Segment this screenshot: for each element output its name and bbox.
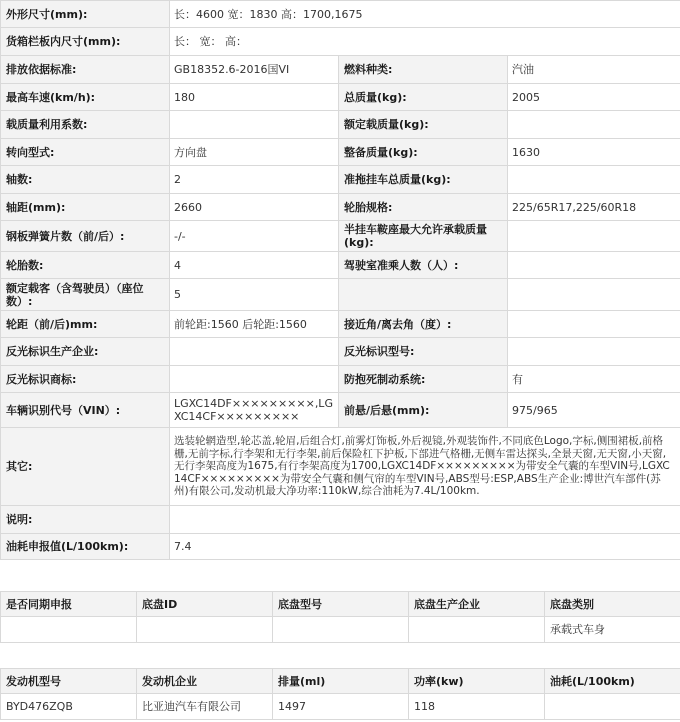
label-trailer-mass: 准拖挂车总质量(kg): <box>339 166 508 194</box>
value-tire-spec: 225/65R17,225/60R18 <box>508 194 680 221</box>
label-wheelbase: 轴距(mm): <box>1 194 170 221</box>
value-trailer-mass <box>508 166 680 194</box>
spec-row-notes <box>1 506 680 534</box>
engine-table <box>0 668 680 720</box>
label-tire-spec: 轮胎规格: <box>339 194 508 221</box>
label-saddle-load: 半挂车鞍座最大允许承载质量(kg): <box>339 221 508 252</box>
value-other: 选装轮辋造型,轮芯盖,轮眉,后组合灯,前雾灯饰板,外后视镜,外观装饰件,不同底色Logo,字标,侧围裙板,前格栅,无前字标,行李架和无行李架,前后保险杠下护板,下部进气格栅,无侧车雷达探头,全景天窗,无天窗,小天窗,无行李架高度为1675,有行李架高度为1700,LGXC14DF×××××××××为带安全气囊的车型VIN号,LGXC14CF×××××××××为带安全气囊和侧气帘的车型VIN号,ABS型号:ESP,ABS生产企业:博世汽车部件(苏州)有限公司,发动机最大净功率:110kW,综合油耗为7.4L/100km. <box>170 428 680 506</box>
value-saddle-load <box>508 221 680 252</box>
label-reflector-model: 反光标识型号: <box>339 338 508 366</box>
value-fuel-type: 汽油 <box>508 56 680 84</box>
engine-header-row <box>1 669 680 694</box>
spec-row-fuel-consumption <box>1 534 680 560</box>
label-dimensions: 外形尺寸(mm): <box>1 1 170 28</box>
value-vin: LGXC14DF×××××××××,LGXC14CF××××××××× <box>170 393 339 428</box>
spec-row-steering-curb <box>1 139 680 166</box>
label-axle-count: 轴数: <box>1 166 170 194</box>
label-reflector-brand: 反光标识商标: <box>1 366 170 393</box>
label-cargo-box: 货箱栏板内尺寸(mm): <box>1 28 170 56</box>
value-rated-passengers: 5 <box>170 279 339 311</box>
table-row <box>1 617 680 643</box>
value-reflector-brand <box>170 366 339 393</box>
value-emission-standard: GB18352.6-2016国VI <box>170 56 339 84</box>
chassis-header-id: 底盘ID <box>137 592 273 617</box>
chassis-header-category: 底盘类别 <box>545 592 680 617</box>
engine-cell-consumption <box>545 694 680 720</box>
chassis-header-row <box>1 592 680 617</box>
spec-row-tires-cab <box>1 252 680 279</box>
label-rated-passengers: 额定载客（含驾驶员）（座位数）: <box>1 279 170 311</box>
label-leaf-springs: 钢板弹簧片数（前/后）: <box>1 221 170 252</box>
label-overhang: 前悬/后悬(mm): <box>339 393 508 428</box>
chassis-cell-same-period <box>1 617 137 643</box>
label-track-width: 轮距（前/后)mm: <box>1 311 170 338</box>
label-approach-departure: 接近角/离去角（度）: <box>339 311 508 338</box>
spec-row-wheelbase-tires <box>1 194 680 221</box>
chassis-cell-category: 承载式车身 <box>545 617 680 643</box>
label-reflector-maker: 反光标识生产企业: <box>1 338 170 366</box>
label-empty-1 <box>339 279 508 311</box>
value-total-mass: 2005 <box>508 84 680 111</box>
spec-row-speed-mass <box>1 84 680 111</box>
engine-cell-power: 118 <box>409 694 545 720</box>
engine-header-consumption: 油耗(L/100km) <box>545 669 680 694</box>
spec-row-axles-trailer <box>1 166 680 194</box>
label-rated-load: 额定载质量(kg): <box>339 111 508 139</box>
value-curb-mass: 1630 <box>508 139 680 166</box>
engine-header-maker: 发动机企业 <box>137 669 273 694</box>
value-approach-departure <box>508 311 680 338</box>
label-emission-standard: 排放依据标准: <box>1 56 170 84</box>
engine-cell-maker: 比亚迪汽车有限公司 <box>137 694 273 720</box>
spec-row-brand-abs <box>1 366 680 393</box>
value-reflector-model <box>508 338 680 366</box>
value-notes <box>170 506 680 534</box>
spec-row-reflector <box>1 338 680 366</box>
value-cab-seats <box>508 252 680 279</box>
value-wheelbase: 2660 <box>170 194 339 221</box>
spec-row-load <box>1 111 680 139</box>
spec-row-cargo-box <box>1 28 680 56</box>
label-fuel-consumption: 油耗申报值(L/100km): <box>1 534 170 560</box>
value-rated-load <box>508 111 680 139</box>
table-row <box>1 694 680 720</box>
value-max-speed: 180 <box>170 84 339 111</box>
label-other: 其它: <box>1 428 170 506</box>
engine-header-model: 发动机型号 <box>1 669 137 694</box>
label-notes: 说明: <box>1 506 170 534</box>
label-steering-type: 转向型式: <box>1 139 170 166</box>
label-load-utilization: 载质量利用系数: <box>1 111 170 139</box>
value-empty-1 <box>508 279 680 311</box>
value-steering-type: 方向盘 <box>170 139 339 166</box>
value-abs: 有 <box>508 366 680 393</box>
value-axle-count: 2 <box>170 166 339 194</box>
value-reflector-maker <box>170 338 339 366</box>
chassis-cell-id <box>137 617 273 643</box>
label-vin: 车辆识别代号（VIN）: <box>1 393 170 428</box>
chassis-header-model: 底盘型号 <box>273 592 409 617</box>
spec-row-track-angles <box>1 311 680 338</box>
chassis-cell-maker <box>409 617 545 643</box>
value-load-utilization <box>170 111 339 139</box>
engine-header-power: 功率(kw) <box>409 669 545 694</box>
value-tire-count: 4 <box>170 252 339 279</box>
value-cargo-box: 长： 宽： 高： <box>170 28 680 56</box>
value-dimensions: 长：4600 宽：1830 高：1700,1675 <box>170 1 680 28</box>
value-overhang: 975/965 <box>508 393 680 428</box>
spec-row-passengers <box>1 279 680 311</box>
spec-row-emission-fuel <box>1 56 680 84</box>
engine-header-displacement: 排量(ml) <box>273 669 409 694</box>
label-curb-mass: 整备质量(kg): <box>339 139 508 166</box>
value-leaf-springs: -/- <box>170 221 339 252</box>
chassis-header-maker: 底盘生产企业 <box>409 592 545 617</box>
chassis-table <box>0 591 680 643</box>
spec-row-vin-overhang <box>1 393 680 428</box>
spec-row-dimensions <box>1 1 680 28</box>
label-cab-seats: 驾驶室准乘人数（人）: <box>339 252 508 279</box>
label-max-speed: 最高车速(km/h): <box>1 84 170 111</box>
label-total-mass: 总质量(kg): <box>339 84 508 111</box>
chassis-cell-model <box>273 617 409 643</box>
chassis-header-same-period: 是否同期申报 <box>1 592 137 617</box>
engine-cell-displacement: 1497 <box>273 694 409 720</box>
spec-row-other <box>1 428 680 506</box>
spec-row-springs-saddle <box>1 221 680 252</box>
label-abs: 防抱死制动系统: <box>339 366 508 393</box>
value-fuel-consumption: 7.4 <box>170 534 680 560</box>
value-track-width: 前轮距:1560 后轮距:1560 <box>170 311 339 338</box>
engine-cell-model: BYD476ZQB <box>1 694 137 720</box>
label-fuel-type: 燃料种类: <box>339 56 508 84</box>
label-tire-count: 轮胎数: <box>1 252 170 279</box>
